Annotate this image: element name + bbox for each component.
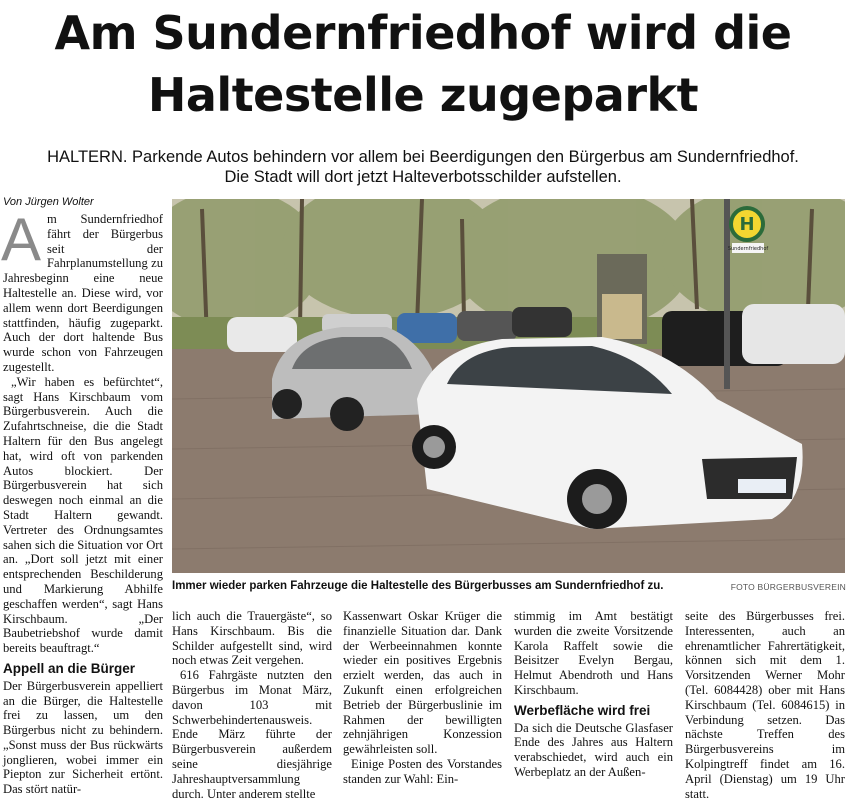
article-column-5 [685,609,845,801]
paragraph: „Wir haben es befürchtet“, sagt Hans Kirschbaum vom Bürgerbusverein. Auch die Zufahrtschneise, die die Stadt Haltern für den Bus angelegt hat, wird oft von parkenden Autos blockiert. Der Bürgerbusverein hat sich deswegen noch einmal an die Stadt Haltern gewandt. Vertreter des Ordnungsamtes sahen sich die Situation vor Ort an. „Dort soll jetzt mit einer entsprechenden Beschilderung und Markierung Abhilfe geschaffen werden“, sagt Hans Kirschbaum. „Der Baubetriebshof wurde damit bereits beauftragt.“ [3,374,163,656]
paragraph: Da sich die Deutsche Glasfaser Ende des Jahres aus Haltern verabschiedet, wird auch ein Werbeplatz an der Außen- [514,720,673,779]
lead-paragraph [1,206,163,375]
headline: Am Sundernfriedhof wird die Haltestelle zugeparkt [54,6,792,122]
paragraph: 616 Fahrgäste nutzten den Bürgerbus im Monat März, davon 103 mit Schwerbehindertenausweis. Ende März führte der Bürgerbusverein außerdem seine diesjährige Jahreshauptversammlung durch. Unter anderem stellte [172,668,332,801]
paragraph-text: m Sundernfriedhof fährt der Bürgerbus seit der Fahrplanumstellung zu Jahresbeginn eine neue Haltestelle an. Diese wird, vor allem wenn dort Beerdigungen stattfinden, häufig zugeparkt. Auch der dort haltende Bus wurde schon von Fahrzeugen zugestellt. [3,212,163,374]
article-column-3 [343,609,502,787]
paragraph: seite des Bürgerbusses frei. Interessenten, auch an ehrenamtlicher Fahrertätigkeit, können sich mit dem 1. Vorsitzenden Werner Mohr (Tel. 6084428) ober mit Hans Kirschbaum (Tel. 6084615) in Verbindung setzen. Das nächste Treffen des Bürgerbusvereins im Kolpingtreff findet am 16. April (Dienstag) um 19 Uhr statt. [685,609,845,801]
bus-stop-name: Sundernfriedhof [727,246,769,252]
article-photo [172,199,845,573]
parked-cars-photo [172,199,845,573]
subheading: Werbefläche wird frei [514,702,651,718]
paragraph: Der Bürgerbusverein appelliert an die Bürger, die Haltestelle frei zu lassen, um den Bürgerbus nicht zu behindern. „Sonst muss der Bus rückwärts jonglieren, wobei immer ein Piepton zur Sicherheit ertönt. Das stört natür- [3,678,163,797]
teaser: HALTERN. Parkende Autos behindern vor allem bei Beerdigungen den Bürgerbus am Sundernfriedhof. Die Stadt will dort jetzt Halteverbotsschilder aufstellen. [47,148,799,186]
article-column-4 [514,609,673,780]
article-column-1 [1,206,163,797]
paragraph: Kassenwart Oskar Krüger die finanzielle Situation dar. Dank der Werbeeinnahmen konnte wieder ein positives Ergebnis erzielt werden, das auch in Zukunft einen erfolgreichen Betrieb der Bürgerbuslinie im Rahmen der bewilligten zehnjährigen Konzession gewährleisten soll. [343,609,502,757]
paragraph: Einige Posten des Vorstandes standen zur Wahl: Ein- [343,756,502,786]
subheading: Appell an die Bürger [3,660,136,676]
photo-credit: FOTO BÜRGERBUSVEREIN [730,582,846,592]
byline: Von Jürgen Wolter [3,196,94,208]
paragraph: lich auch die Trauergäste“, so Hans Kirschbaum. Bis die Schilder aufgestellt sind, wird noch etwas Zeit vergehen. [172,609,332,668]
paragraph: stimmig im Amt bestätigt wurden die zweite Vorsitzende Karola Raffelt sowie die Beisitzer Evelyn Bergau, Helmut Abendroth und Hans Kirschbaum. [514,609,673,697]
dropcap: A [1,206,42,273]
article-column-2 [172,609,332,801]
bus-stop-letter: H [739,214,755,235]
photo-caption: Immer wieder parken Fahrzeuge die Haltestelle des Bürgerbusses am Sundernfriedhof zu. [172,580,664,592]
